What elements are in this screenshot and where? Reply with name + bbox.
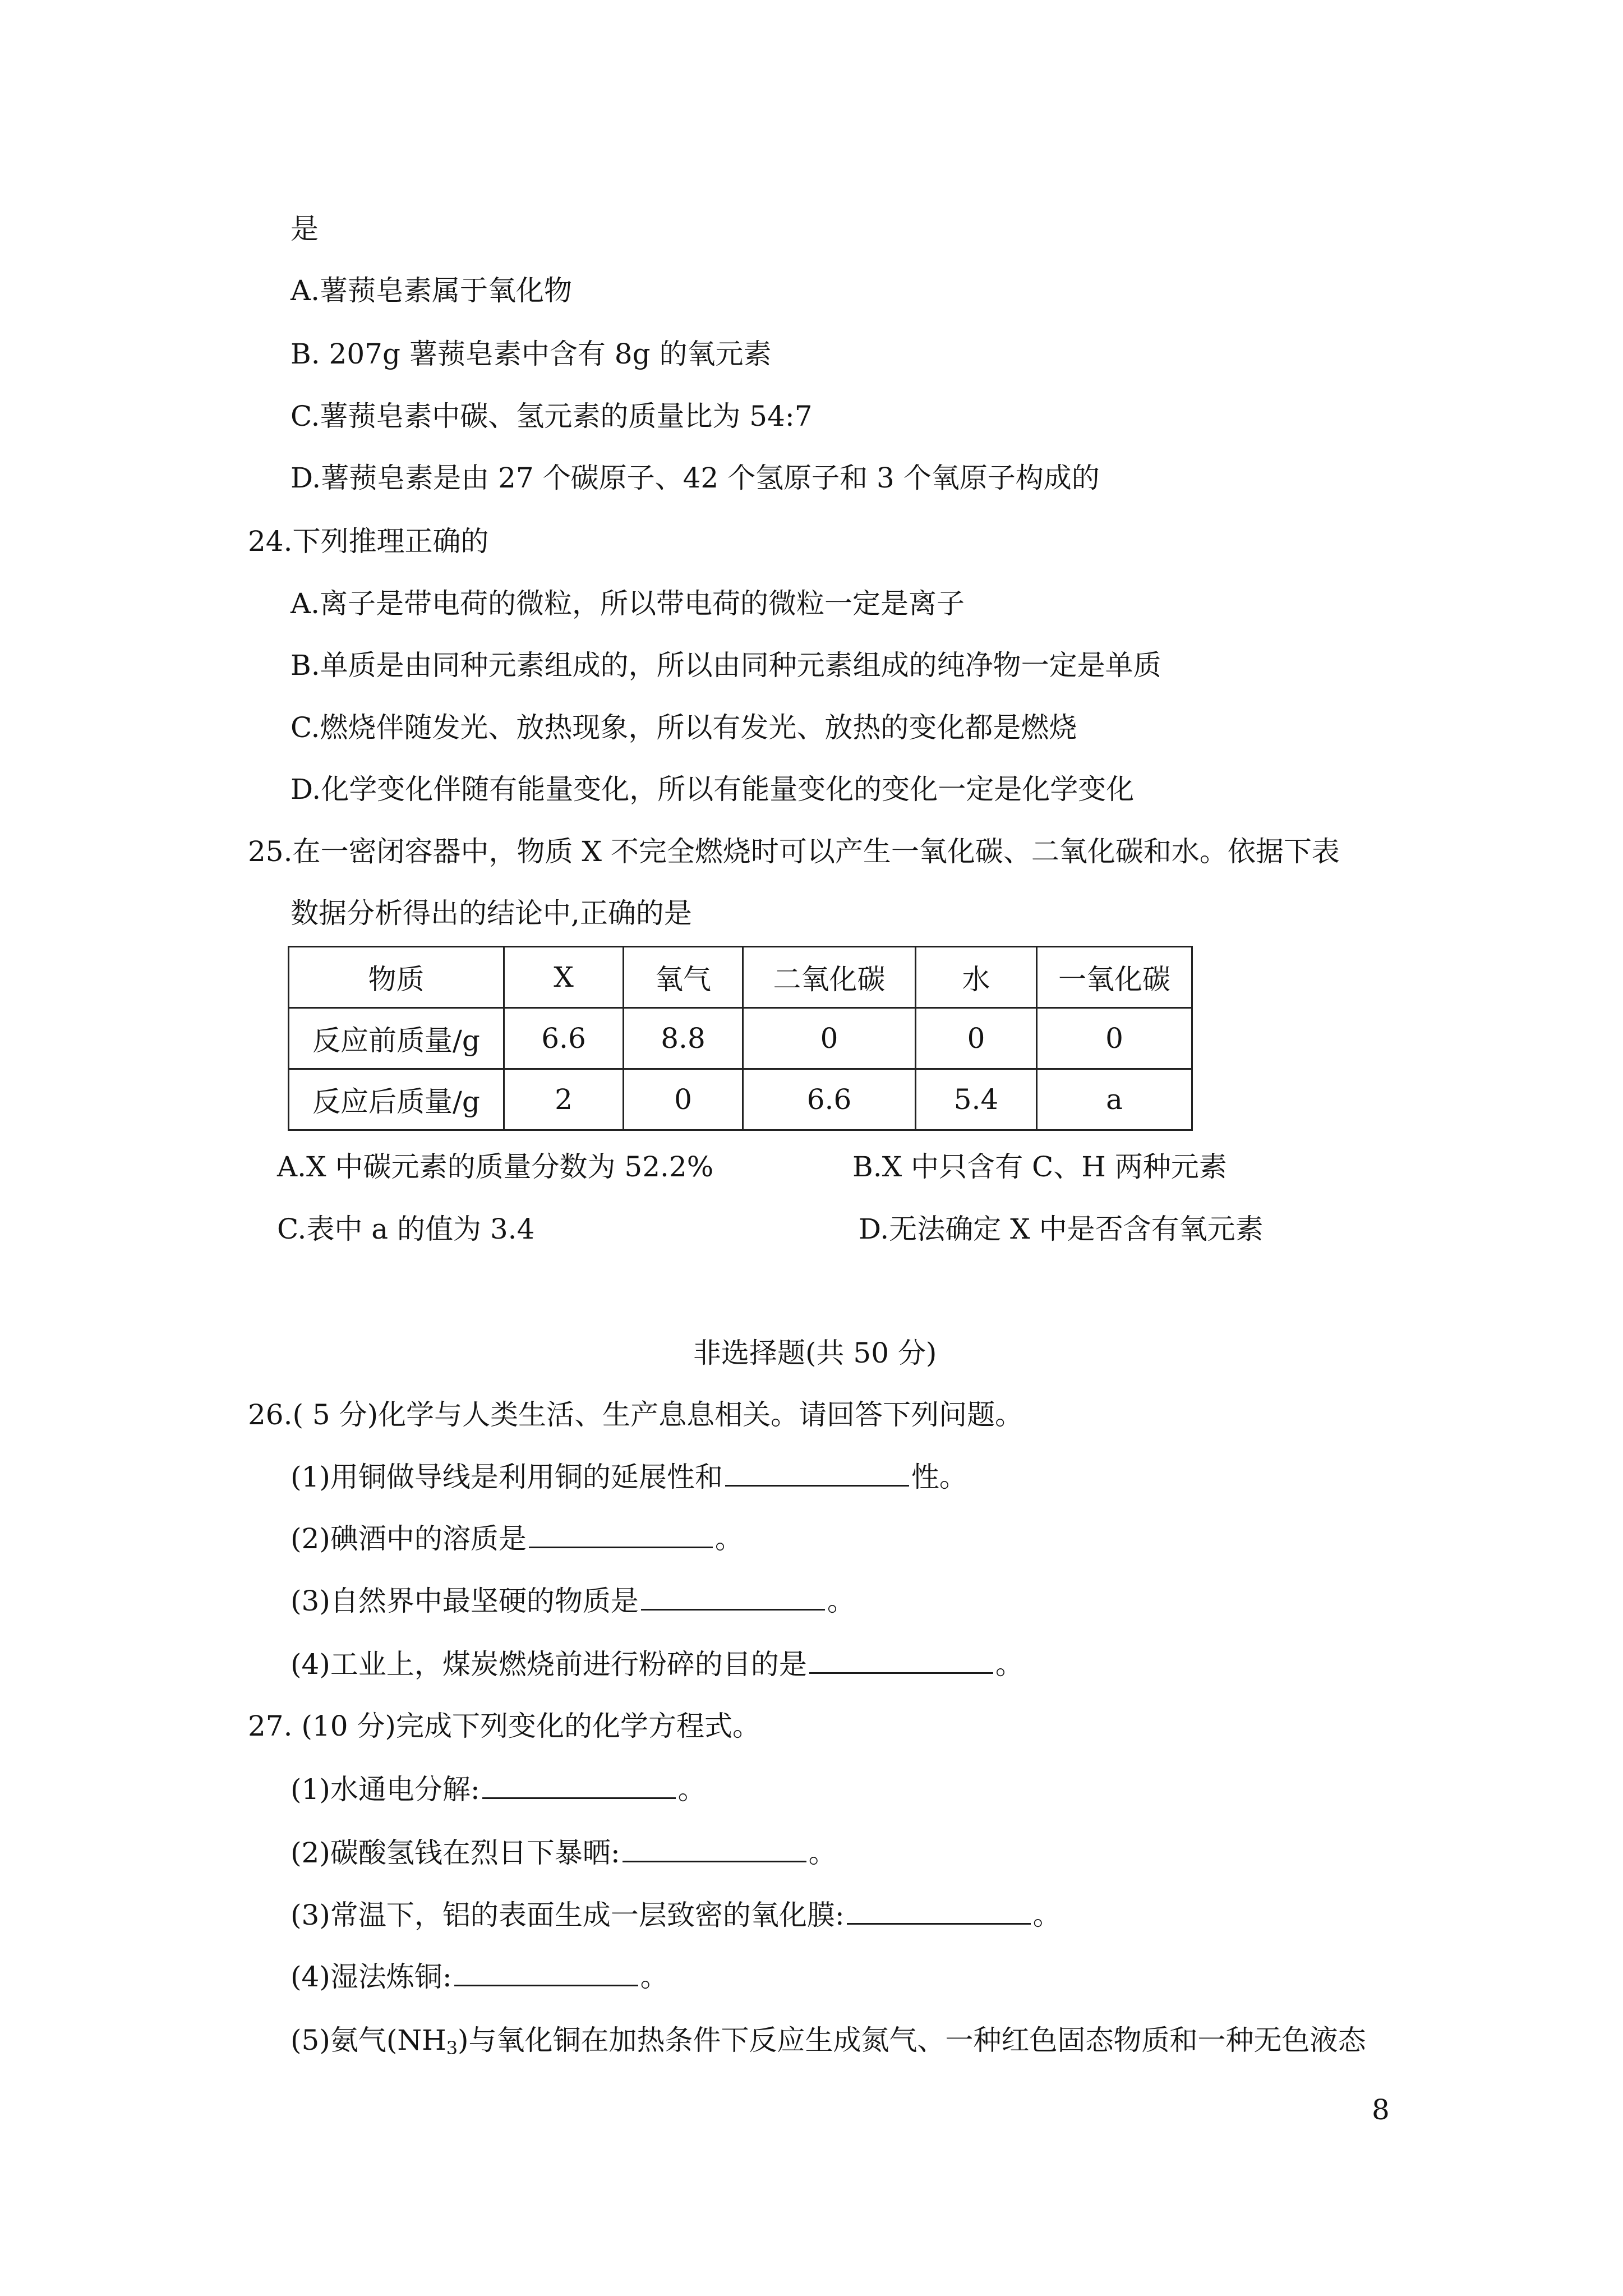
- q27-item-5-text-start: (5)氨气(NH: [291, 2024, 446, 2056]
- q25-option-a: A.X 中碳元素的质量分数为 52.2%: [277, 1151, 714, 1183]
- q26-item-3: [291, 1584, 855, 1618]
- table-header-cell: 物质: [289, 947, 504, 1008]
- q24-option-d: D.化学变化伴随有能量变化，所以有能量变化的变化一定是化学变化: [291, 773, 1135, 806]
- q25-option-d: D.无法确定 X 中是否含有氧元素: [859, 1213, 1264, 1245]
- q24-option-a: A.离子是带电荷的微粒，所以带电荷的微粒一定是离子: [291, 587, 965, 620]
- table-cell: 反应后质量/g: [289, 1069, 504, 1130]
- q27-item-3-text: (3)常温下，铝的表面生成一层致密的氧化膜:: [291, 1899, 845, 1931]
- answer-blank: [809, 1650, 993, 1674]
- answer-blank: [454, 1962, 638, 1986]
- q23-option-b: B. 207g 薯蓣皂素中含有 8g 的氧元素: [291, 338, 772, 370]
- q25-stem-line2: 数据分析得出的结论中,正确的是: [291, 897, 692, 930]
- table-header-cell: 水: [916, 947, 1037, 1008]
- table-cell: 6.6: [504, 1008, 624, 1069]
- q26-item-2-tail: 。: [714, 1522, 743, 1555]
- q27-item-2-tail: 。: [808, 1837, 837, 1869]
- q27-stem: 27. (10 分)完成下列变化的化学方程式。: [248, 1710, 760, 1742]
- answer-blank: [482, 1775, 676, 1799]
- table-cell: a: [1037, 1069, 1192, 1130]
- q26-item-2: [291, 1522, 743, 1556]
- q27-item-5-text-end: )与氧化铜在加热条件下反应生成氮气、一种红色固态物质和一种无色液态: [458, 2024, 1366, 2056]
- q26-item-4-text: (4)工业上，煤炭燃烧前进行粉碎的目的是: [291, 1648, 807, 1681]
- table-cell: 0: [624, 1069, 743, 1130]
- table-cell: 0: [743, 1008, 916, 1069]
- table-header-cell: 二氧化碳: [743, 947, 916, 1008]
- q27-item-1: [291, 1773, 706, 1806]
- q26-item-1-tail: 性。: [911, 1461, 967, 1493]
- q26-item-4-tail: 。: [995, 1648, 1023, 1681]
- table-cell: 0: [1037, 1008, 1192, 1069]
- q27-item-2: [291, 1836, 837, 1870]
- q24-option-b: B.单质是由同种元素组成的，所以由同种元素组成的纯净物一定是单质: [291, 649, 1161, 682]
- q27-item-5: [291, 2023, 1366, 2057]
- q27-item-4-tail: 。: [640, 1961, 668, 1993]
- answer-blank: [529, 1524, 713, 1548]
- q27-item-1-tail: 。: [677, 1773, 706, 1806]
- table-header-cell: 一氧化碳: [1037, 947, 1192, 1008]
- subscript: 3: [446, 2037, 458, 2059]
- table-cell: 6.6: [743, 1069, 916, 1130]
- table-header-row: [289, 947, 1192, 1008]
- table-header-cell: 氧气: [624, 947, 743, 1008]
- q27-item-4: [291, 1960, 668, 1994]
- q23-option-a: A.薯蓣皂素属于氧化物: [291, 274, 573, 307]
- table-cell: 0: [916, 1008, 1037, 1069]
- table-row: [289, 1069, 1192, 1130]
- answer-blank: [847, 1901, 1031, 1925]
- q25-stem-line1: 25.在一密闭容器中，物质 X 不完全燃烧时可以产生一氧化碳、二氧化碳和水。依据下表: [248, 835, 1340, 868]
- q23-option-c: C.薯蓣皂素中碳、氢元素的质量比为 54:7: [291, 400, 813, 432]
- q27-item-2-text: (2)碳酸氢钱在烈日下暴晒:: [291, 1837, 620, 1869]
- page-number: 8: [1372, 2093, 1390, 2126]
- answer-blank: [641, 1586, 825, 1611]
- q23-stem-end: 是: [291, 213, 319, 245]
- table-cell: 8.8: [624, 1008, 743, 1069]
- section-title: 非选择题(共 50 分): [693, 1337, 937, 1369]
- q27-item-3-tail: 。: [1032, 1899, 1061, 1931]
- q26-item-1-text: (1)用铜做导线是利用铜的延展性和: [291, 1461, 723, 1493]
- q26-stem: 26.( 5 分)化学与人类生活、生产息息相关。请回答下列问题。: [248, 1398, 1023, 1431]
- q27-item-4-text: (4)湿法炼铜:: [291, 1961, 452, 1993]
- q26-item-2-text: (2)碘酒中的溶质是: [291, 1522, 527, 1555]
- q27-item-3: [291, 1898, 1061, 1932]
- q26-item-4: [291, 1648, 1023, 1681]
- table-cell: 5.4: [916, 1069, 1037, 1130]
- q26-item-1: [291, 1460, 967, 1494]
- q25-option-b: B.X 中只含有 C、H 两种元素: [852, 1151, 1227, 1183]
- q25-data-table: [288, 946, 1193, 1131]
- table-cell: 反应前质量/g: [289, 1008, 504, 1069]
- q26-item-3-text: (3)自然界中最坚硬的物质是: [291, 1585, 639, 1617]
- q26-item-3-tail: 。: [827, 1585, 855, 1617]
- q25-option-c: C.表中 a 的值为 3.4: [277, 1213, 535, 1245]
- table-header-cell: X: [504, 947, 624, 1008]
- table-row: [289, 1008, 1192, 1069]
- table-cell: 2: [504, 1069, 624, 1130]
- q24-option-c: C.燃烧伴随发光、放热现象，所以有发光、放热的变化都是燃烧: [291, 711, 1077, 744]
- q27-item-1-text: (1)水通电分解:: [291, 1773, 480, 1806]
- answer-blank: [623, 1838, 806, 1862]
- q23-option-d: D.薯蓣皂素是由 27 个碳原子、42 个氢原子和 3 个氧原子构成的: [291, 462, 1100, 494]
- q24-stem: 24.下列推理正确的: [248, 525, 489, 558]
- answer-blank: [725, 1462, 909, 1487]
